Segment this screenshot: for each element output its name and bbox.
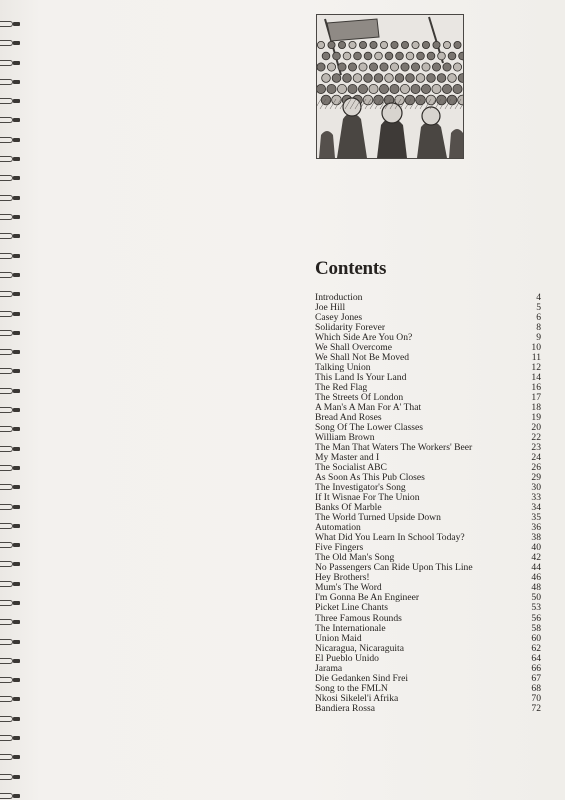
toc-entry-page-number: 11 xyxy=(531,352,541,364)
spiral-coil xyxy=(0,174,22,182)
toc-entry-page-number: 38 xyxy=(531,532,541,544)
toc-entry-page-number: 33 xyxy=(531,492,541,504)
toc-entry-title: Mum's The Word xyxy=(315,582,382,594)
spiral-coil xyxy=(0,715,22,723)
toc-entry-page-number: 10 xyxy=(531,342,541,354)
spiral-coil xyxy=(0,483,22,491)
toc-entry-title: Which Side Are You On? xyxy=(315,332,413,344)
spiral-coil xyxy=(0,618,22,626)
toc-entry-title: Hey Brothers! xyxy=(315,572,370,584)
spiral-coil xyxy=(0,522,22,530)
toc-entry-page-number: 24 xyxy=(531,452,541,464)
table-of-contents xyxy=(315,293,541,714)
toc-entry-title: Automation xyxy=(315,522,361,534)
toc-entry-title: Five Fingers xyxy=(315,542,364,554)
spiral-coil xyxy=(0,290,22,298)
toc-entry-title: The Internationale xyxy=(315,622,386,634)
toc-entry xyxy=(315,293,541,303)
toc-entry-page-number: 4 xyxy=(536,292,541,303)
contents-heading: Contents xyxy=(315,258,387,279)
toc-entry-page-number: 68 xyxy=(531,682,541,694)
toc-entry-title: Talking Union xyxy=(315,362,371,374)
spiral-coil xyxy=(0,78,22,86)
toc-entry-title: The Man That Waters The Workers' Beer xyxy=(315,442,473,454)
toc-entry-title: We Shall Overcome xyxy=(315,342,393,354)
toc-entry-page-number: 14 xyxy=(531,372,541,384)
toc-entry-title: Solidarity Forever xyxy=(315,322,386,334)
spiral-coil xyxy=(0,599,22,607)
toc-entry-page-number: 34 xyxy=(531,502,541,514)
toc-entry-title: Song Of The Lower Classes xyxy=(315,422,424,434)
toc-entry-title: The World Turned Upside Down xyxy=(315,512,441,524)
spiral-coil xyxy=(0,194,22,202)
woodcut-image xyxy=(317,15,463,158)
spiral-coil xyxy=(0,155,22,163)
spiral-coil xyxy=(0,676,22,684)
toc-entry-page-number: 18 xyxy=(531,402,541,414)
toc-entry-page-number: 12 xyxy=(531,362,541,374)
toc-entry-page-number: 26 xyxy=(531,462,541,474)
toc-entry-page-number: 62 xyxy=(531,642,541,654)
spiral-coil xyxy=(0,695,22,703)
spiral-coil xyxy=(0,387,22,395)
toc-entry-page-number: 53 xyxy=(531,602,541,614)
toc-entry-title: Three Famous Rounds xyxy=(315,612,402,624)
spiral-coil xyxy=(0,464,22,472)
spiral-coil xyxy=(0,580,22,588)
spiral-coil xyxy=(0,39,22,47)
spiral-coil xyxy=(0,20,22,28)
toc-entry-title: Banks Of Marble xyxy=(315,502,382,514)
toc-entry-page-number: 20 xyxy=(531,422,541,434)
toc-entry xyxy=(315,704,541,714)
toc-entry-page-number: 40 xyxy=(531,542,541,554)
toc-entry-title: This Land Is Your Land xyxy=(315,372,407,384)
toc-entry-title: Nicaragua, Nicaraguita xyxy=(315,642,404,654)
toc-entry-title: The Old Man's Song xyxy=(315,552,395,564)
spiral-coil xyxy=(0,638,22,646)
spiral-coil xyxy=(0,97,22,105)
spiral-coil xyxy=(0,560,22,568)
spiral-coil xyxy=(0,773,22,781)
spiral-coil xyxy=(0,657,22,665)
toc-entry-page-number: 44 xyxy=(531,562,541,574)
toc-entry-page-number: 67 xyxy=(531,672,541,684)
spiral-coil xyxy=(0,310,22,318)
toc-entry-page-number: 19 xyxy=(531,412,541,424)
spiral-coil xyxy=(0,406,22,414)
toc-entry-title: I'm Gonna Be An Engineer xyxy=(315,592,420,604)
spiral-coil xyxy=(0,329,22,337)
toc-entry-page-number: 9 xyxy=(536,332,541,344)
toc-entry-page-number: 23 xyxy=(531,442,541,454)
toc-entry-title: Joe Hill xyxy=(315,302,346,314)
toc-entry-page-number: 29 xyxy=(531,472,541,484)
crowd-woodcut-illustration xyxy=(316,14,464,159)
spiral-coil xyxy=(0,348,22,356)
spiral-coil xyxy=(0,792,22,800)
toc-entry-title: As Soon As This Pub Closes xyxy=(315,472,425,484)
toc-entry-title: Bandiera Rossa xyxy=(315,702,375,714)
toc-entry-title: A Man's A Man For A' That xyxy=(315,402,422,414)
toc-entry-page-number: 48 xyxy=(531,582,541,594)
toc-entry-title: The Socialist ABC xyxy=(315,462,387,474)
spiral-coil xyxy=(0,116,22,124)
spiral-coil xyxy=(0,136,22,144)
spiral-coil xyxy=(0,252,22,260)
toc-entry-title: No Passengers Can Ride Upon This Line xyxy=(315,562,473,574)
toc-entry-page-number: 56 xyxy=(531,612,541,624)
spiral-coil xyxy=(0,753,22,761)
toc-entry-page-number: 64 xyxy=(531,652,541,664)
spiral-coil xyxy=(0,232,22,240)
spiral-coil xyxy=(0,59,22,67)
toc-entry-title: Song to the FMLN xyxy=(315,682,388,694)
toc-entry-title: The Investigator's Song xyxy=(315,482,406,494)
toc-entry-title: My Master and I xyxy=(315,452,380,464)
toc-entry-title: We Shall Not Be Moved xyxy=(315,352,410,364)
toc-entry-title: William Brown xyxy=(315,432,375,444)
toc-entry-title: The Streets Of London xyxy=(315,392,404,404)
toc-entry-page-number: 46 xyxy=(531,572,541,584)
spiral-coil xyxy=(0,541,22,549)
toc-entry-page-number: 42 xyxy=(531,552,541,564)
spiral-coil xyxy=(0,503,22,511)
spiral-coil xyxy=(0,367,22,375)
toc-entry-title: Introduction xyxy=(315,292,363,303)
toc-entry-page-number: 16 xyxy=(531,382,541,394)
toc-entry-page-number: 58 xyxy=(531,622,541,634)
toc-entry-page-number: 22 xyxy=(531,432,541,444)
spiral-coil xyxy=(0,425,22,433)
toc-entry-title: Jarama xyxy=(315,662,343,674)
spiral-coil xyxy=(0,213,22,221)
toc-entry-page-number: 8 xyxy=(536,322,541,334)
toc-entry-title: El Pueblo Unido xyxy=(315,652,379,664)
toc-entry-title: Bread And Roses xyxy=(315,412,382,424)
toc-entry-title: Picket Line Chants xyxy=(315,602,389,614)
toc-entry-page-number: 50 xyxy=(531,592,541,604)
spiral-binding xyxy=(0,0,30,800)
toc-entry-title: Die Gedanken Sind Frei xyxy=(315,672,408,684)
toc-entry-page-number: 35 xyxy=(531,512,541,524)
spiral-coil xyxy=(0,734,22,742)
toc-entry xyxy=(315,654,541,664)
toc-entry-page-number: 60 xyxy=(531,632,541,644)
toc-entry-page-number: 5 xyxy=(536,302,541,314)
toc-entry-title: If It Wisnae For The Union xyxy=(315,492,420,504)
spiral-coil xyxy=(0,445,22,453)
toc-entry-page-number: 6 xyxy=(536,312,541,324)
toc-entry-page-number: 72 xyxy=(531,702,541,714)
toc-entry-title: The Red Flag xyxy=(315,382,368,394)
toc-entry-page-number: 30 xyxy=(531,482,541,494)
toc-entry-page-number: 36 xyxy=(531,522,541,534)
toc-entry-title: Casey Jones xyxy=(315,312,363,324)
toc-entry-title: What Did You Learn In School Today? xyxy=(315,532,465,544)
toc-entry-title: Union Maid xyxy=(315,632,362,644)
toc-entry-page-number: 70 xyxy=(531,692,541,704)
toc-entry-title: Nkosi Sikelel'i Afrika xyxy=(315,692,399,704)
spiral-coil xyxy=(0,271,22,279)
toc-entry-page-number: 66 xyxy=(531,662,541,674)
toc-entry-page-number: 17 xyxy=(531,392,541,404)
